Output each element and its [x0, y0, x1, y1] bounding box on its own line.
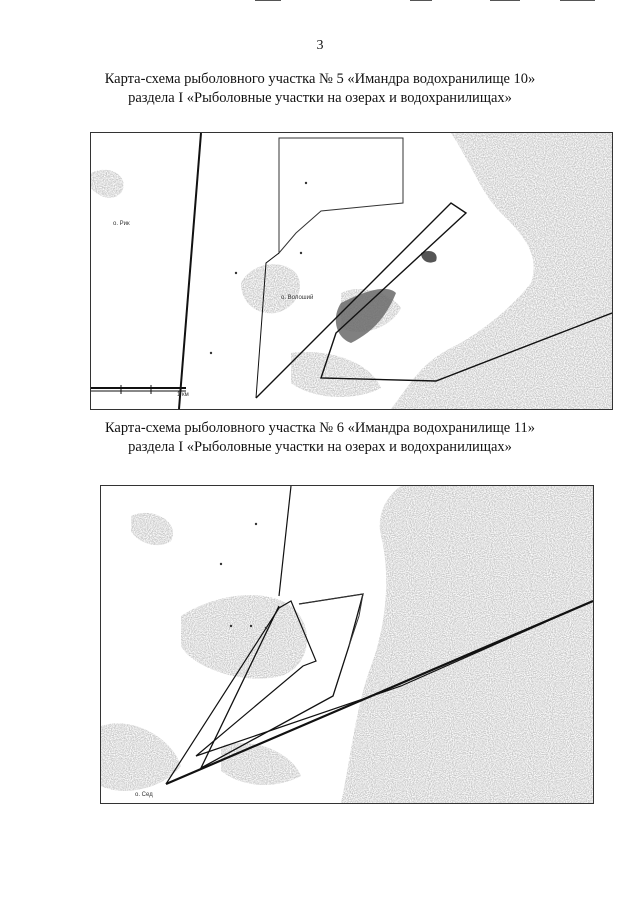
- map-5-scheme: [90, 132, 613, 410]
- map-5-title-line1: Карта-схема рыболовного участка № 5 «Имандра водохранилище 10»: [104, 71, 536, 87]
- page-number: 3: [316, 38, 324, 53]
- map-6-label-corner: о. Сед: [135, 792, 153, 798]
- boundary-line: [279, 486, 291, 596]
- map-6-drawing: [101, 486, 593, 803]
- map-5-label-scale: 1 км: [177, 392, 189, 398]
- scan-mark: [410, 0, 432, 1]
- map-6-title-line2: раздела I «Рыболовные участки на озерах и водохранилищах»: [128, 439, 512, 455]
- map-5-drawing: [91, 133, 612, 409]
- boundary-line: [179, 133, 201, 409]
- map-5-label-island-right: о. Волоший: [281, 295, 314, 301]
- map-6-scheme: [100, 485, 594, 804]
- zone-outline: [279, 138, 403, 253]
- map-6-title-line1: Карта-схема рыболовного участка № 6 «Имандра водохранилище 11»: [104, 420, 536, 436]
- map-5-label-island-left: о. Рик: [113, 221, 130, 227]
- map-6-title: [60, 419, 580, 457]
- scan-mark: [255, 0, 281, 1]
- land-mass: [91, 133, 612, 409]
- scan-mark: [490, 0, 520, 1]
- land-mass: [101, 486, 593, 803]
- map-5-title-line2: раздела I «Рыболовные участки на озерах и водохранилищах»: [128, 90, 512, 106]
- scan-mark: [560, 0, 595, 1]
- map-5-title: [60, 70, 580, 108]
